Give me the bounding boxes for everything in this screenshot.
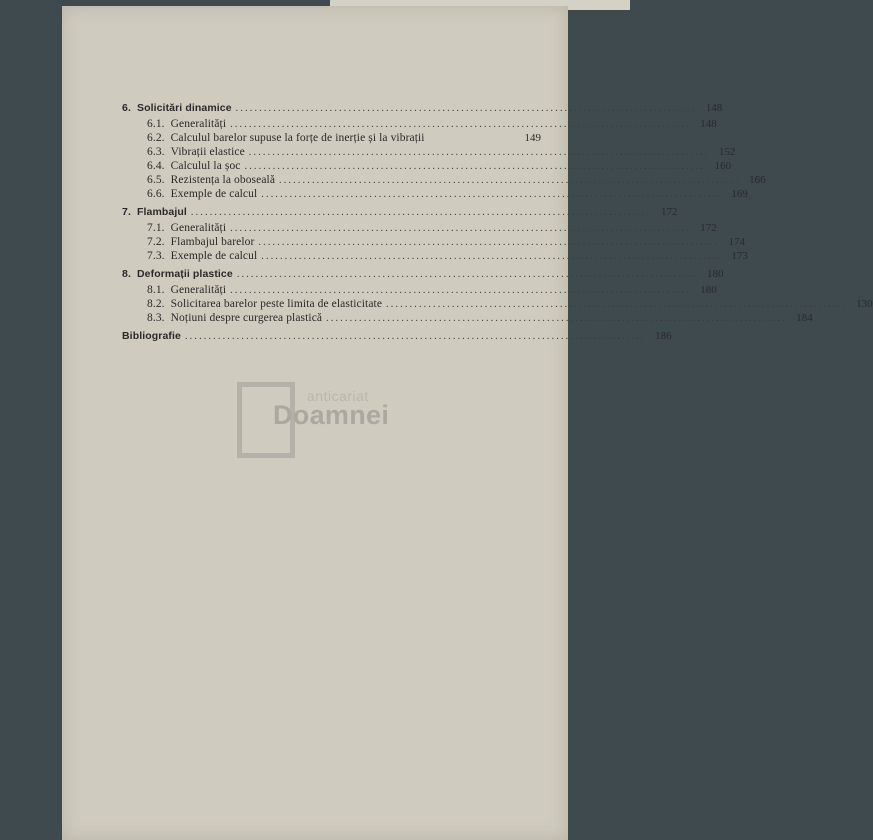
toc-entry-label: 8.3. Noțiuni despre curgerea plastică bbox=[147, 312, 323, 324]
leader-dots: .................................................................................................. bbox=[279, 175, 740, 186]
leader-dots: .................................................................................................. bbox=[248, 147, 710, 158]
toc-page-number: 180 bbox=[700, 284, 717, 296]
toc-entry bbox=[147, 174, 766, 186]
toc-entry-label: 7.3. Exemple de calcul bbox=[147, 250, 258, 262]
toc-entry bbox=[147, 250, 748, 262]
leader-dots: .................................................................................................. bbox=[230, 285, 691, 296]
leader-dots: .................................................................................................. bbox=[230, 223, 691, 234]
toc-entry bbox=[147, 118, 717, 130]
toc-entry-label: 7.2. Flambajul barelor bbox=[147, 236, 255, 248]
toc-entry bbox=[147, 312, 813, 324]
toc-entry bbox=[147, 284, 717, 296]
toc-page-number: 186 bbox=[655, 330, 672, 342]
leader-dots: .................................................................................................. bbox=[258, 237, 720, 248]
toc-page-number: 172 bbox=[700, 222, 717, 234]
toc-entry bbox=[147, 160, 732, 172]
watermark-logo bbox=[237, 382, 437, 462]
leader-dots: .................................................................................................. bbox=[244, 161, 706, 172]
toc-entry-label: 6.1. Generalități bbox=[147, 118, 227, 130]
toc-entry-label: 6.2. Calculul barelor supuse la forțe de inerție și la vibrații bbox=[147, 132, 425, 144]
toc-page-number: 174 bbox=[728, 236, 746, 248]
toc-entry bbox=[147, 298, 873, 310]
watermark-big-text: Doamnei bbox=[273, 400, 390, 430]
leader-dots: .................................................................................................. bbox=[230, 119, 691, 130]
toc-entry-label: 6.4. Calculul la șoc bbox=[147, 160, 241, 172]
watermark-small-text: anticariat bbox=[307, 388, 369, 404]
toc-entry-label: 8.2. Solicitarea barelor peste limita de elasticitate bbox=[147, 298, 383, 310]
leader-dots: .................................................................................................. bbox=[261, 189, 722, 200]
toc-page-number: 166 bbox=[749, 174, 766, 186]
toc-page-number: 173 bbox=[731, 250, 748, 262]
toc-page-number: 169 bbox=[731, 188, 748, 200]
leader-dots: .................................................................................................. bbox=[326, 313, 787, 324]
toc-page-number: 152 bbox=[718, 146, 736, 158]
leader-dots: .................................................................................................. bbox=[386, 299, 847, 310]
toc-entry bbox=[122, 102, 723, 114]
leader-dots: .................................................................................................. bbox=[184, 331, 646, 342]
toc-entry-label: 7.1. Generalități bbox=[147, 222, 227, 234]
toc-entry-label: 6.5. Rezistența la oboseală bbox=[147, 174, 276, 186]
toc-entry-label: 6. Solicitări dinamice bbox=[122, 102, 232, 114]
toc-entry bbox=[122, 268, 724, 280]
toc-entry-label: 8.1. Generalități bbox=[147, 284, 227, 296]
toc-entry-label: Bibliografie bbox=[122, 330, 181, 342]
toc-page-number: 148 bbox=[705, 102, 723, 114]
toc-entry bbox=[147, 236, 746, 248]
toc-page-number: 180 bbox=[706, 268, 724, 280]
toc-page-number: 160 bbox=[714, 160, 732, 172]
toc-entry-label: 8. Deformații plastice bbox=[122, 268, 233, 280]
toc-page-number: 148 bbox=[700, 118, 717, 130]
toc-entry bbox=[147, 146, 736, 158]
toc-entry bbox=[147, 222, 717, 234]
leader-dots: .................................................................................................. bbox=[261, 251, 722, 262]
toc-page-number: 184 bbox=[796, 312, 813, 324]
toc-entry bbox=[147, 132, 541, 144]
toc-entry bbox=[122, 206, 678, 218]
toc-entry-label: 6.3. Vibrații elastice bbox=[147, 146, 245, 158]
leader-dots: .................................................................................................. bbox=[236, 269, 698, 280]
book-page bbox=[62, 6, 873, 840]
toc-entry-label: 7. Flambajul bbox=[122, 206, 187, 218]
toc-page-number: 130 bbox=[856, 298, 873, 310]
toc-page-number: 149 bbox=[524, 132, 541, 144]
leader-dots: .................................................................................................. bbox=[235, 103, 697, 114]
toc-entry bbox=[147, 188, 748, 200]
leader-dots: .................................................................................................. bbox=[190, 207, 652, 218]
toc-entry-label: 6.6. Exemple de calcul bbox=[147, 188, 258, 200]
toc-page-number: 172 bbox=[661, 206, 678, 218]
toc-entry bbox=[122, 330, 672, 342]
